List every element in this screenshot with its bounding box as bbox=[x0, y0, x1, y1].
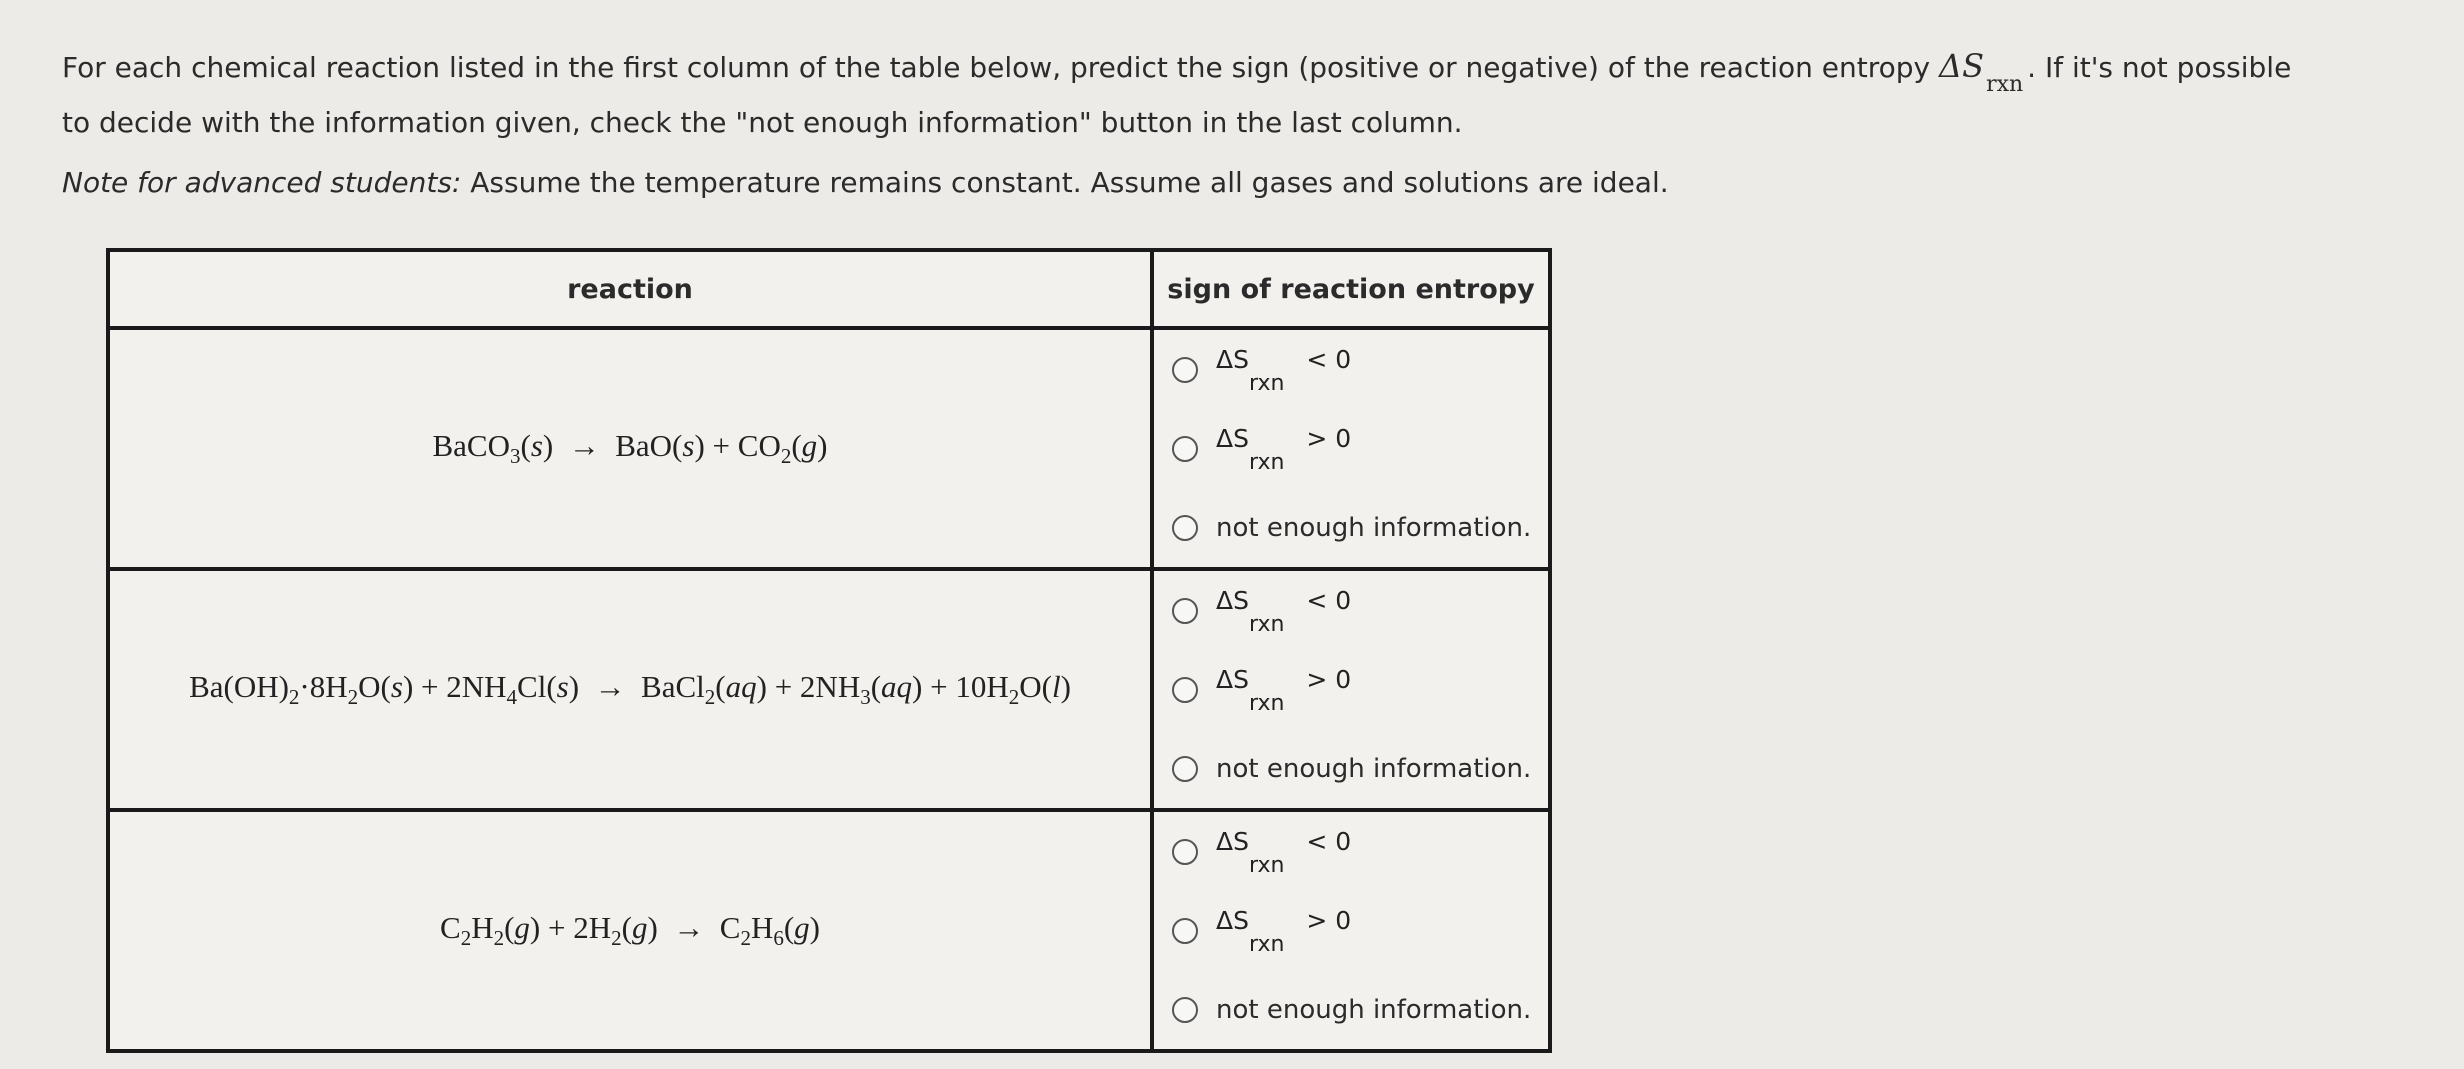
radio-button[interactable] bbox=[1172, 357, 1198, 383]
option-negative[interactable]: ΔS rxn < 0 bbox=[1154, 571, 1548, 650]
reaction-table bbox=[106, 248, 1552, 1053]
note-text: Assume the temperature remains constant. Assume all gases and solutions are ideal. bbox=[470, 166, 1669, 199]
radio-button[interactable] bbox=[1172, 839, 1198, 865]
radio-button[interactable] bbox=[1172, 677, 1198, 703]
option-negative[interactable]: ΔS rxn < 0 bbox=[1154, 330, 1548, 409]
header-row bbox=[108, 250, 1550, 328]
option-positive[interactable]: ΔS rxn > 0 bbox=[1154, 891, 1548, 970]
instruction-line-1 bbox=[62, 40, 2392, 97]
options-3 bbox=[1152, 810, 1550, 1051]
delta-s-symbol: ΔS bbox=[1939, 47, 1985, 85]
reaction-2: $Ba(OH)_2\cdot 8H_2O(s) + 2NH_4Cl(s)$ → BaCl$_2$(aq) + $2NH_3(aq) + 10H_2O(l)$ bbox=[108, 569, 1152, 810]
radio-button[interactable] bbox=[1172, 515, 1198, 541]
options-1 bbox=[1152, 328, 1550, 569]
reaction-3: $C_2H_2(g) + 2H_2(g) \to C_2H_6(g)$ bbox=[108, 810, 1152, 1051]
rxn-subscript: rxn bbox=[1986, 72, 2024, 97]
radio-button[interactable] bbox=[1172, 997, 1198, 1023]
reaction-1: BaCO$_3$(s) → $BaO(s) + CO_2(g)$ bbox=[108, 328, 1152, 569]
radio-button[interactable] bbox=[1172, 436, 1198, 462]
table-row bbox=[108, 569, 1550, 810]
option-not-enough-info[interactable]: not enough information. bbox=[1154, 729, 1548, 808]
table-row bbox=[108, 810, 1550, 1051]
instruction-text: For each chemical reaction listed in the first column of the table below, predict the sign (positive or negative) of the reaction entropy bbox=[62, 51, 1931, 84]
option-positive[interactable]: ΔS rxn > 0 bbox=[1154, 409, 1548, 488]
note bbox=[62, 157, 2392, 209]
instruction-line-2: to decide with the information given, check the "not enough information" button in the last column. bbox=[62, 106, 1463, 139]
table-row bbox=[108, 328, 1550, 569]
radio-button[interactable] bbox=[1172, 756, 1198, 782]
option-not-enough-info[interactable]: not enough information. bbox=[1154, 488, 1548, 567]
option-positive[interactable]: ΔS rxn > 0 bbox=[1154, 650, 1548, 729]
option-negative[interactable]: ΔS rxn < 0 bbox=[1154, 812, 1548, 891]
instruction-text-cont: . If it's not possible bbox=[2027, 51, 2292, 84]
note-label: Note for advanced students: bbox=[62, 166, 462, 199]
option-not-enough-info[interactable]: not enough information. bbox=[1154, 970, 1548, 1049]
header-reaction: reaction bbox=[108, 250, 1152, 328]
radio-button[interactable] bbox=[1172, 918, 1198, 944]
instructions bbox=[62, 40, 2392, 209]
header-sign: sign of reaction entropy bbox=[1152, 250, 1550, 328]
options-2 bbox=[1152, 569, 1550, 810]
radio-button[interactable] bbox=[1172, 598, 1198, 624]
